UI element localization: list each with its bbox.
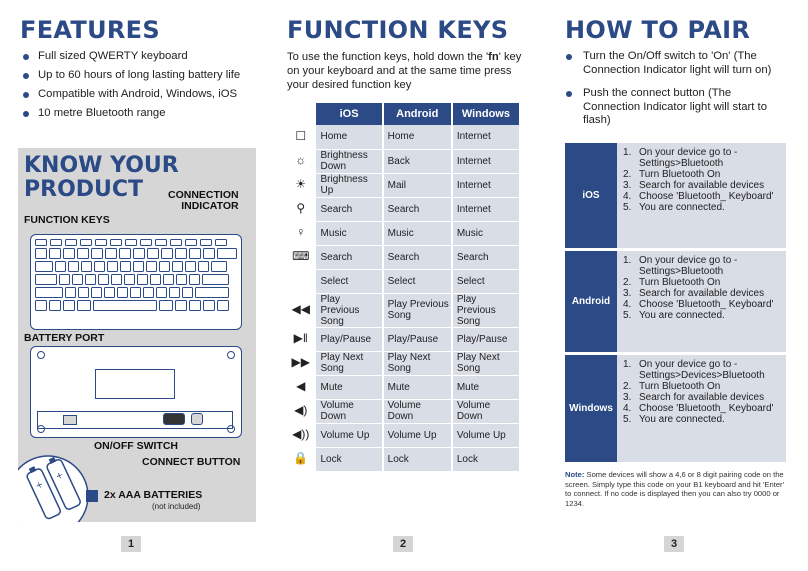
cell-android: Search: [383, 197, 452, 221]
cell-windows: Play Next Song: [452, 351, 519, 375]
keyboard-back-illustration: [30, 346, 242, 438]
cell-windows: Lock: [452, 447, 519, 471]
volume-down-icon: ◀): [294, 403, 308, 417]
cell-windows: Mute: [452, 375, 519, 399]
os-tag: Windows: [565, 355, 617, 462]
features-list: [22, 50, 254, 126]
on-off-switch-label: ON/OFF SWITCH: [94, 440, 178, 452]
column-header-android: Android: [383, 103, 452, 125]
keyboard-illustration: [30, 234, 242, 330]
on-off-switch: [163, 413, 185, 425]
table-row: [287, 375, 519, 399]
os-block-ios: [565, 143, 786, 248]
list-item: 10 metre Bluetooth range: [22, 107, 254, 120]
music-icon: ♀: [296, 225, 306, 239]
product-title-line2: PRODUCT: [24, 177, 144, 202]
function-keys-table: [287, 103, 519, 472]
os-tag: Android: [565, 251, 617, 352]
product-title-line1: KNOW YOUR: [24, 153, 179, 178]
cell-android: Play/Pause: [383, 327, 452, 351]
table-row: [287, 327, 519, 351]
intro-text: To use the function keys, hold down the ': [287, 51, 489, 63]
cell-windows: Volume Up: [452, 423, 519, 447]
cell-android: Home: [383, 125, 452, 149]
play-pause-icon: ▶‖: [293, 331, 308, 345]
table-row: [287, 149, 519, 173]
os-steps: [623, 359, 782, 425]
icon-column-header: [287, 103, 315, 125]
keyboard-icon: ⌨: [292, 249, 310, 263]
function-keys-intro: [287, 50, 527, 92]
cell-ios: Volume Up: [315, 423, 382, 447]
os-step: 4. Choose 'Bluetooth_ Keyboard': [623, 191, 774, 202]
os-block-android: [565, 251, 786, 352]
cell-ios: Lock: [315, 447, 382, 471]
batteries-label: 2x AAA BATTERIES: [104, 489, 203, 501]
cell-android: Play Previous Song: [383, 293, 452, 327]
table-row: [287, 197, 519, 221]
fn-key: fn: [488, 51, 499, 63]
os-step: 2. Turn Bluetooth On: [623, 381, 721, 392]
cell-windows: Play/Pause: [452, 327, 519, 351]
cell-ios: Play/Pause: [315, 327, 382, 351]
os-step: 2. Turn Bluetooth On: [623, 277, 721, 288]
mute-icon: ◀: [296, 379, 306, 393]
cell-windows: Internet: [452, 197, 519, 221]
how-to-pair-title: HOW TO PAIR: [565, 16, 751, 44]
intro-text: ' key on your keyboard and at the same time press your desired function key: [287, 51, 522, 91]
table-row: [287, 221, 519, 245]
cell-android: Search: [383, 245, 452, 269]
os-block-windows: [565, 355, 786, 462]
connection-indicator-line2: INDICATOR: [181, 200, 239, 212]
os-step: 4. Choose 'Bluetooth_ Keyboard': [623, 299, 774, 310]
cell-android: Volume Up: [383, 423, 452, 447]
note-text: Some devices will show a 4,6 or 8 digit pairing code on the screen. Simply type this code on your B1 keyboard and hit 'Enter' to connect. If no code is displayed then you can also try 0000 or 1234.: [565, 470, 785, 508]
page-number: 3: [664, 536, 684, 552]
cell-ios: Volume Down: [315, 399, 382, 423]
cell-android: Mail: [383, 173, 452, 197]
function-keys-title: FUNCTION KEYS: [287, 16, 509, 44]
svg-text:+: +: [54, 470, 66, 483]
list-item: Push the connect button (The Connection Indicator light will start to flash): [565, 87, 790, 128]
page-number: 1: [121, 536, 141, 552]
next-icon: ▶▶: [291, 355, 310, 369]
cell-windows: Internet: [452, 173, 519, 197]
features-title: FEATURES: [20, 16, 160, 44]
cell-windows: Search: [452, 245, 519, 269]
cell-windows: Internet: [452, 125, 519, 149]
connection-indicator-label: [168, 190, 239, 212]
function-keys-label: FUNCTION KEYS: [24, 214, 110, 226]
brightness-up-icon: ☀: [295, 177, 307, 191]
lock-icon: 🔒: [293, 451, 309, 465]
svg-text:+: +: [34, 479, 46, 492]
table-row: [287, 293, 519, 327]
cell-android: Music: [383, 221, 452, 245]
list-item: Up to 60 hours of long lasting battery life: [22, 69, 254, 82]
cell-ios: Mute: [315, 375, 382, 399]
os-step: 2. Turn Bluetooth On: [623, 169, 721, 180]
note-label: Note:: [565, 470, 585, 479]
cell-ios: Brightness Up: [315, 173, 382, 197]
connect-button: [191, 413, 203, 425]
battery-port-label: BATTERY PORT: [24, 332, 105, 344]
cell-windows: Music: [452, 221, 519, 245]
battery-icon: [18, 444, 108, 522]
cell-android: Volume Down: [383, 399, 452, 423]
product-title: [24, 154, 179, 202]
connection-indicator-line1: CONNECTION: [168, 189, 239, 201]
page-number: 2: [393, 536, 413, 552]
cell-ios: Play Previous Song: [315, 293, 382, 327]
brightness-down-icon: ☼: [295, 153, 307, 167]
table-row: [287, 245, 519, 269]
os-step: 1. On your device go to - Settings>Bluetooth: [623, 147, 738, 169]
table-row: [287, 173, 519, 197]
os-step: 3. Search for available devices: [623, 288, 765, 299]
cell-ios: Search: [315, 197, 382, 221]
cell-windows: Select: [452, 269, 519, 293]
list-item: Compatible with Android, Windows, iOS: [22, 88, 254, 101]
table-row: [287, 399, 519, 423]
pair-steps-list: [565, 50, 790, 138]
cell-ios: Search: [315, 245, 382, 269]
os-step: 5. You are connected.: [623, 202, 725, 213]
os-step: 3. Search for available devices: [623, 392, 765, 403]
cell-android: Back: [383, 149, 452, 173]
volume-up-icon: ◀)): [292, 427, 310, 441]
cell-ios: Play Next Song: [315, 351, 382, 375]
cell-windows: Internet: [452, 149, 519, 173]
cell-windows: Play Previous Song: [452, 293, 519, 327]
cell-ios: Music: [315, 221, 382, 245]
cell-windows: Volume Down: [452, 399, 519, 423]
os-tag: iOS: [565, 143, 617, 248]
search-icon: ⚲: [296, 201, 306, 215]
os-step: 5. You are connected.: [623, 310, 725, 321]
column-header-ios: iOS: [315, 103, 382, 125]
home-square-icon: ☐: [295, 129, 307, 143]
cell-android: Select: [383, 269, 452, 293]
list-item: Full sized QWERTY keyboard: [22, 50, 254, 63]
table-row: [287, 269, 519, 293]
table-row: [287, 447, 519, 471]
connect-button-label: CONNECT BUTTON: [142, 456, 241, 468]
table-row: [287, 125, 519, 149]
table-row: [287, 423, 519, 447]
cell-android: Mute: [383, 375, 452, 399]
cell-ios: Home: [315, 125, 382, 149]
os-steps: [623, 255, 782, 321]
os-step: 5. You are connected.: [623, 414, 725, 425]
os-step: 1. On your device go to - Settings>Bluetooth: [623, 255, 738, 277]
batteries-note: (not included): [152, 502, 201, 511]
previous-icon: ◀◀: [291, 302, 310, 316]
cell-ios: Select: [315, 269, 382, 293]
cell-android: Play Next Song: [383, 351, 452, 375]
table-row: [287, 351, 519, 375]
os-step: 4. Choose 'Bluetooth_ Keyboard': [623, 403, 774, 414]
os-step: 3. Search for available devices: [623, 180, 765, 191]
battery-port: [63, 415, 77, 425]
list-item: Turn the On/Off switch to 'On' (The Connection Indicator light will turn on): [565, 50, 790, 77]
os-steps: [623, 147, 782, 213]
pairing-note: [565, 470, 787, 508]
cell-ios: Brightness Down: [315, 149, 382, 173]
os-step: 1. On your device go to - Settings>Devices>Bluetooth: [623, 359, 765, 381]
cell-android: Lock: [383, 447, 452, 471]
know-your-product-panel: [18, 148, 256, 522]
column-header-windows: Windows: [452, 103, 519, 125]
